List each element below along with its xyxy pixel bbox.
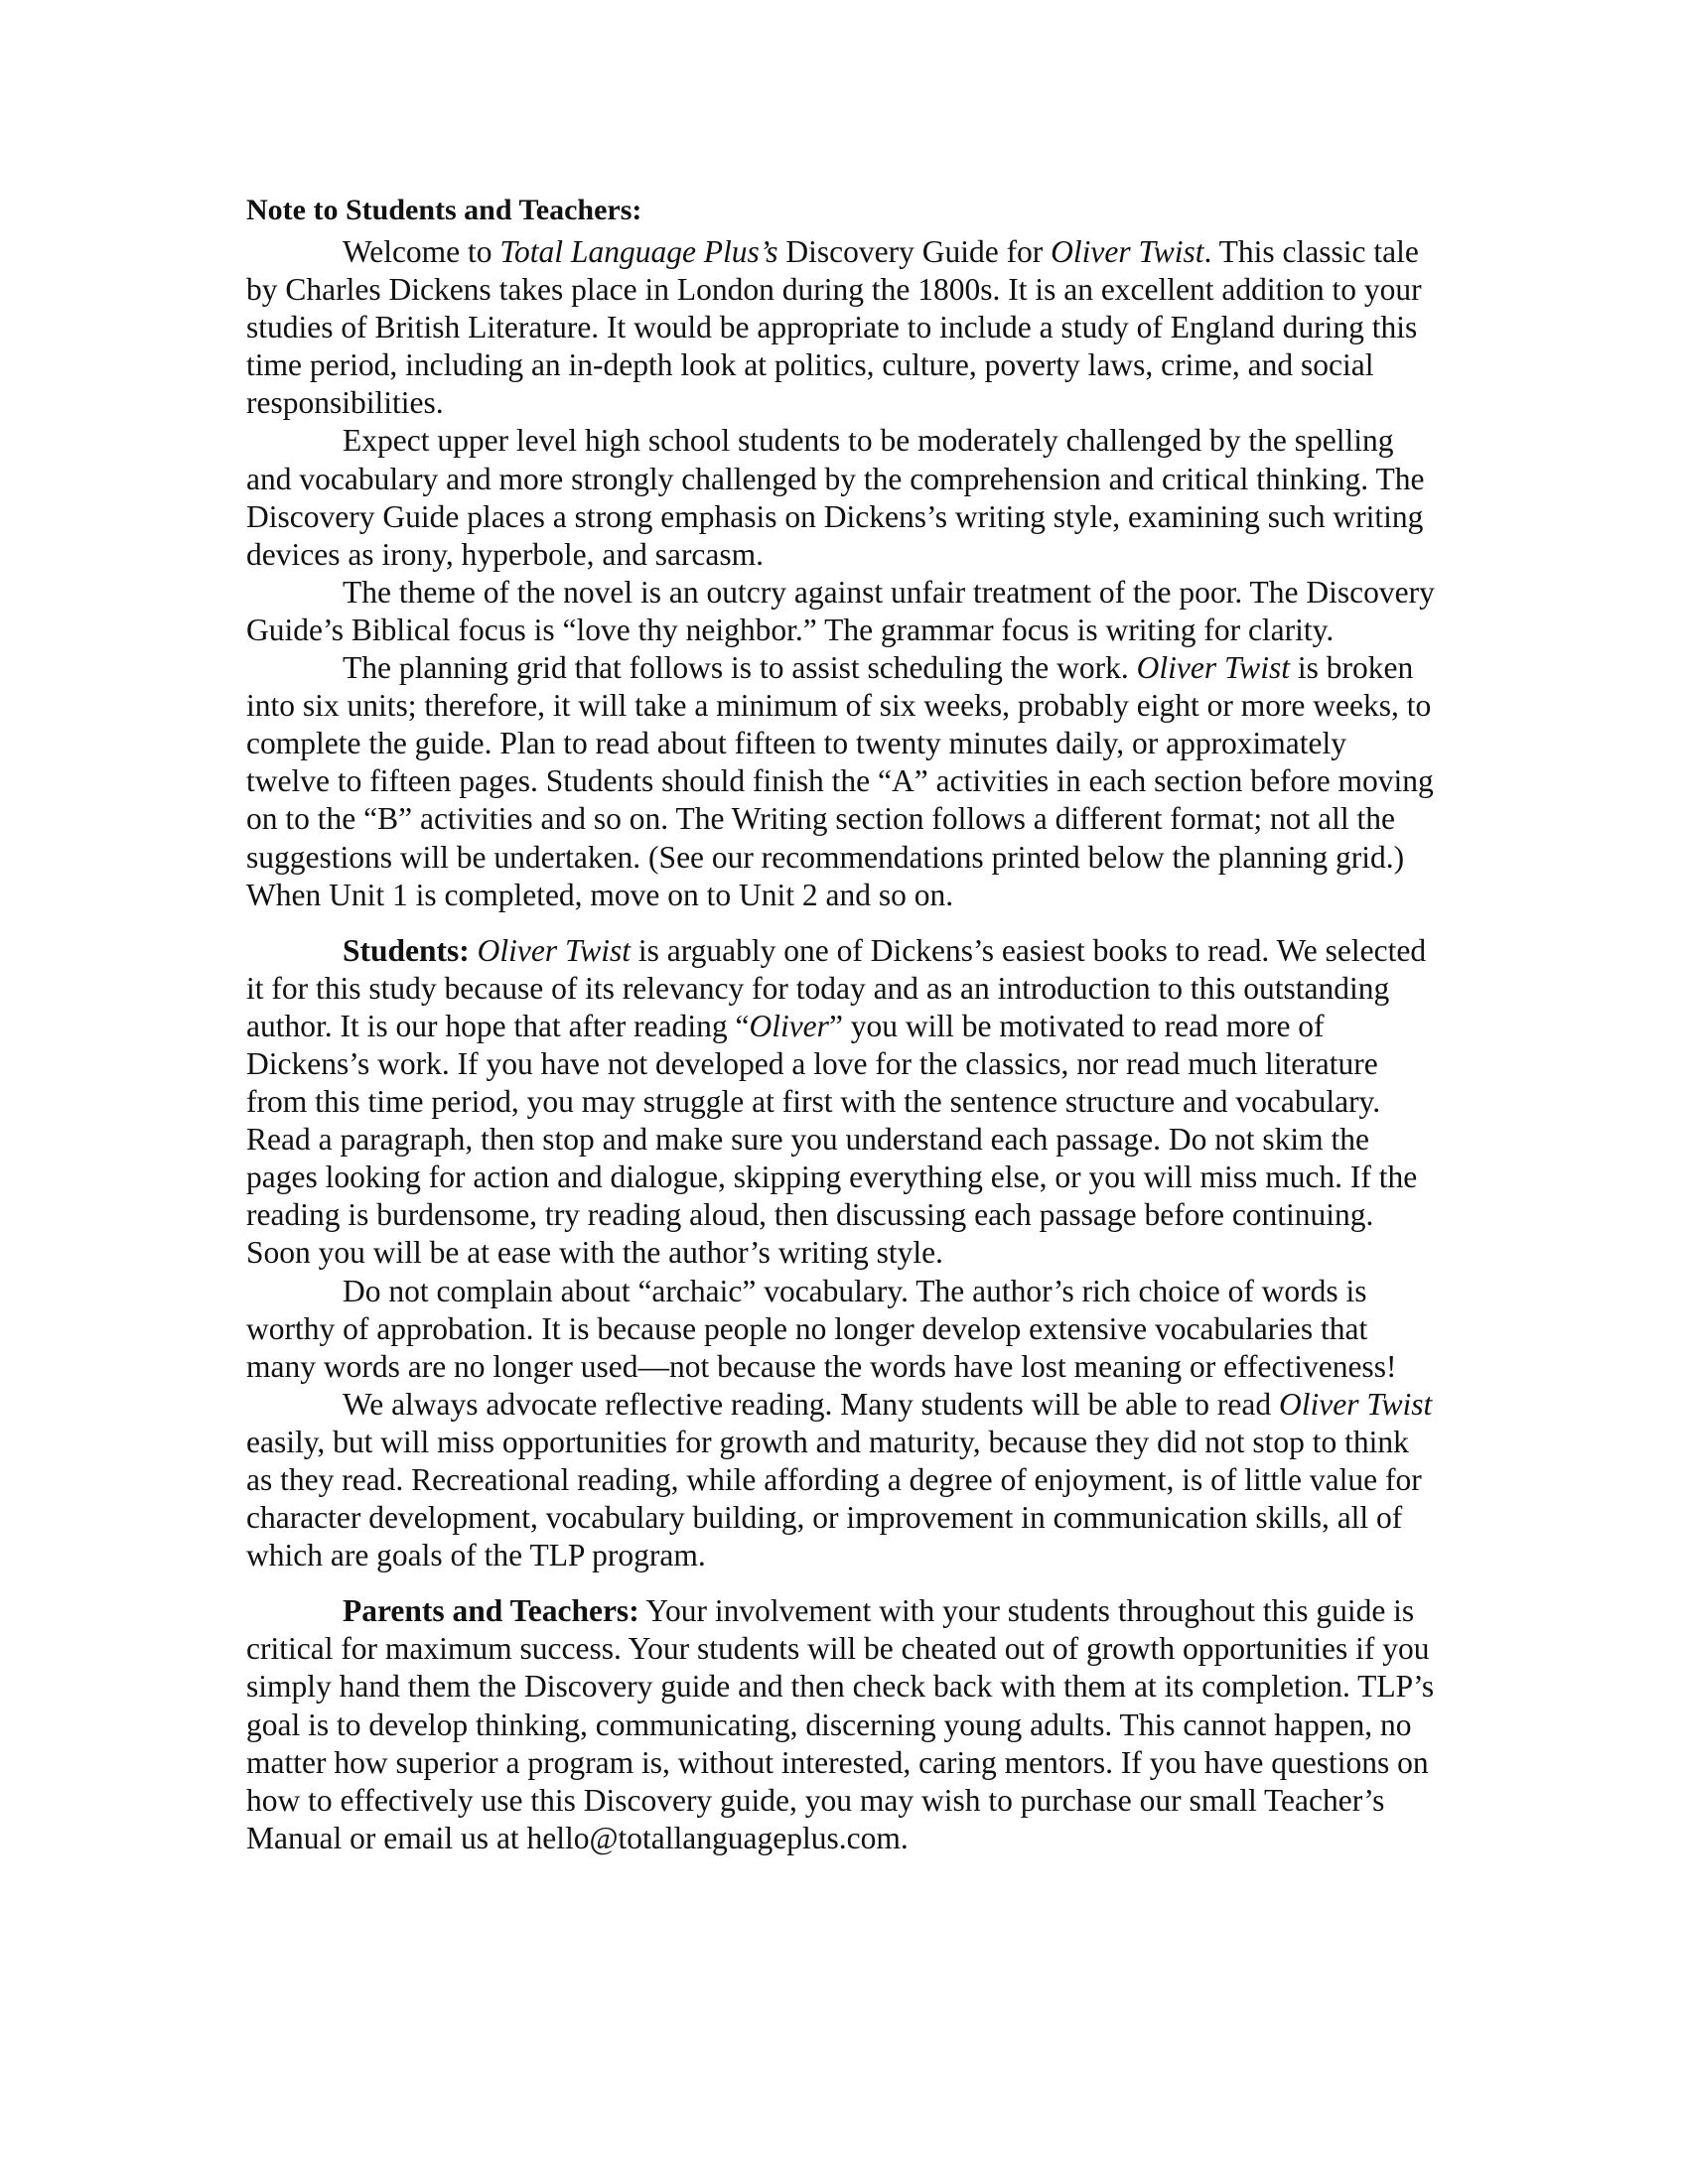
- paragraph-expectations: Expect upper level high school students to be moderately challenged by the spelling and vocabulary and more strongly challenged by the comprehension and critical thinking. The Discovery Guide places a strong emphasis on Dickens’s writing style, examining such writing devices as irony, hyperbole, and sarcasm.: [246, 423, 1425, 572]
- text-run: [470, 933, 478, 968]
- text-run: . This classic tale by Charles Dickens takes place in London during the 1800s. It is an excellent addition to your studies of British Literature. It would be appropriate to include a study of England during this time period, including an in-depth look at politics, culture, poverty laws, crime, and social responsibilities.: [246, 234, 1422, 421]
- text-run: The planning grid that follows is to assist scheduling the work.: [343, 650, 1137, 686]
- paragraph-planning: [246, 649, 1435, 914]
- italic-title-tlp: Total Language Plus’s: [499, 234, 778, 269]
- paragraph-parents-teachers: [246, 1592, 1435, 1857]
- paragraph-reflective-reading: [246, 1386, 1435, 1574]
- italic-title-oliver-twist: Oliver Twist: [1278, 1386, 1433, 1422]
- page-heading: Note to Students and Teachers:: [246, 194, 642, 226]
- paragraph-welcome: [246, 233, 1435, 422]
- text-run: Discovery Guide for: [777, 234, 1052, 269]
- text-run: ” you will be motivated to read more of Dickens’s work. If you have not developed a love for the classics, nor read much literature from this time period, you may struggle at first with the sentence structure and vocabulary. Read a paragraph, then stop and make sure you understand each passage. Do not skim the pages looking for action and dialogue, skipping everything else, or you will miss much. If the reading is burdensome, try reading aloud, then discussing each passage before continuing. Soon you will be at ease with the author’s writing style.: [246, 1008, 1418, 1271]
- text-run: easily, but will miss opportunities for growth and maturity, because they did not stop to think as they read. Recreational reading, while affording a degree of enjoyment, is of little value for character development, vocabulary building, or improvement in communication skills, all of which are goals of the TLP program.: [246, 1424, 1422, 1573]
- text-run: is arguably one of Dickens’s easiest books to read. We selected it for this study because of its relevancy for today and as an introduction to this outstanding author. It is our hope that after reading “: [246, 932, 1427, 1043]
- paragraph-students: [246, 932, 1435, 1273]
- italic-title-oliver-twist: Oliver Twist: [477, 932, 631, 968]
- paragraph-vocabulary: Do not complain about “archaic” vocabulary. The author’s rich choice of words is worthy of approbation. It is because people no longer develop extensive vocabularies that many words are no longer used—not because the words have lost meaning or effectiveness!: [246, 1273, 1397, 1384]
- students-label: Students:: [343, 932, 470, 968]
- italic-title-oliver-twist: Oliver Twist: [1051, 234, 1204, 269]
- italic-title-oliver: Oliver: [749, 1008, 829, 1043]
- paragraph-theme: The theme of the novel is an outcry against unfair treatment of the poor. The Discovery Guide’s Biblical focus is “love thy neighbor.” The grammar focus is writing for clarity.: [246, 574, 1435, 647]
- parents-teachers-label: Parents and Teachers:: [343, 1593, 639, 1629]
- text-run: Welcome to: [343, 234, 500, 269]
- text-run: Your involvement with your students throughout this guide is critical for maximum success. Your students will be cheated out of growth opportunities if you simply hand them the Discovery guide and then check back with them at its completion. TLP’s goal is to develop thinking, communicating, discerning young adults. This cannot happen, no matter how superior a program is, without interested, caring mentors. If you have questions on how to effectively use this Discovery guide, you may wish to purchase our small Teacher’s Manual or email us at hello@totallanguageplus.com.: [246, 1593, 1435, 1855]
- italic-title-oliver-twist: Oliver Twist: [1136, 650, 1290, 686]
- text-run: We always advocate reflective reading. Many students will be able to read: [343, 1386, 1279, 1422]
- text-run: is broken into six units; therefore, it will take a minimum of six weeks, probably eight or more weeks, to complete the guide. Plan to read about fifteen to twenty minutes daily, or approximately twelve to fifteen pages. Students should finish the “A” activities in each section before moving on to the “B” activities and so on. The Writing section follows a different format; not all the suggestions will be undertaken. (See our recommendations printed below the planning grid.) When Unit 1 is completed, move on to Unit 2 and so on.: [246, 650, 1434, 912]
